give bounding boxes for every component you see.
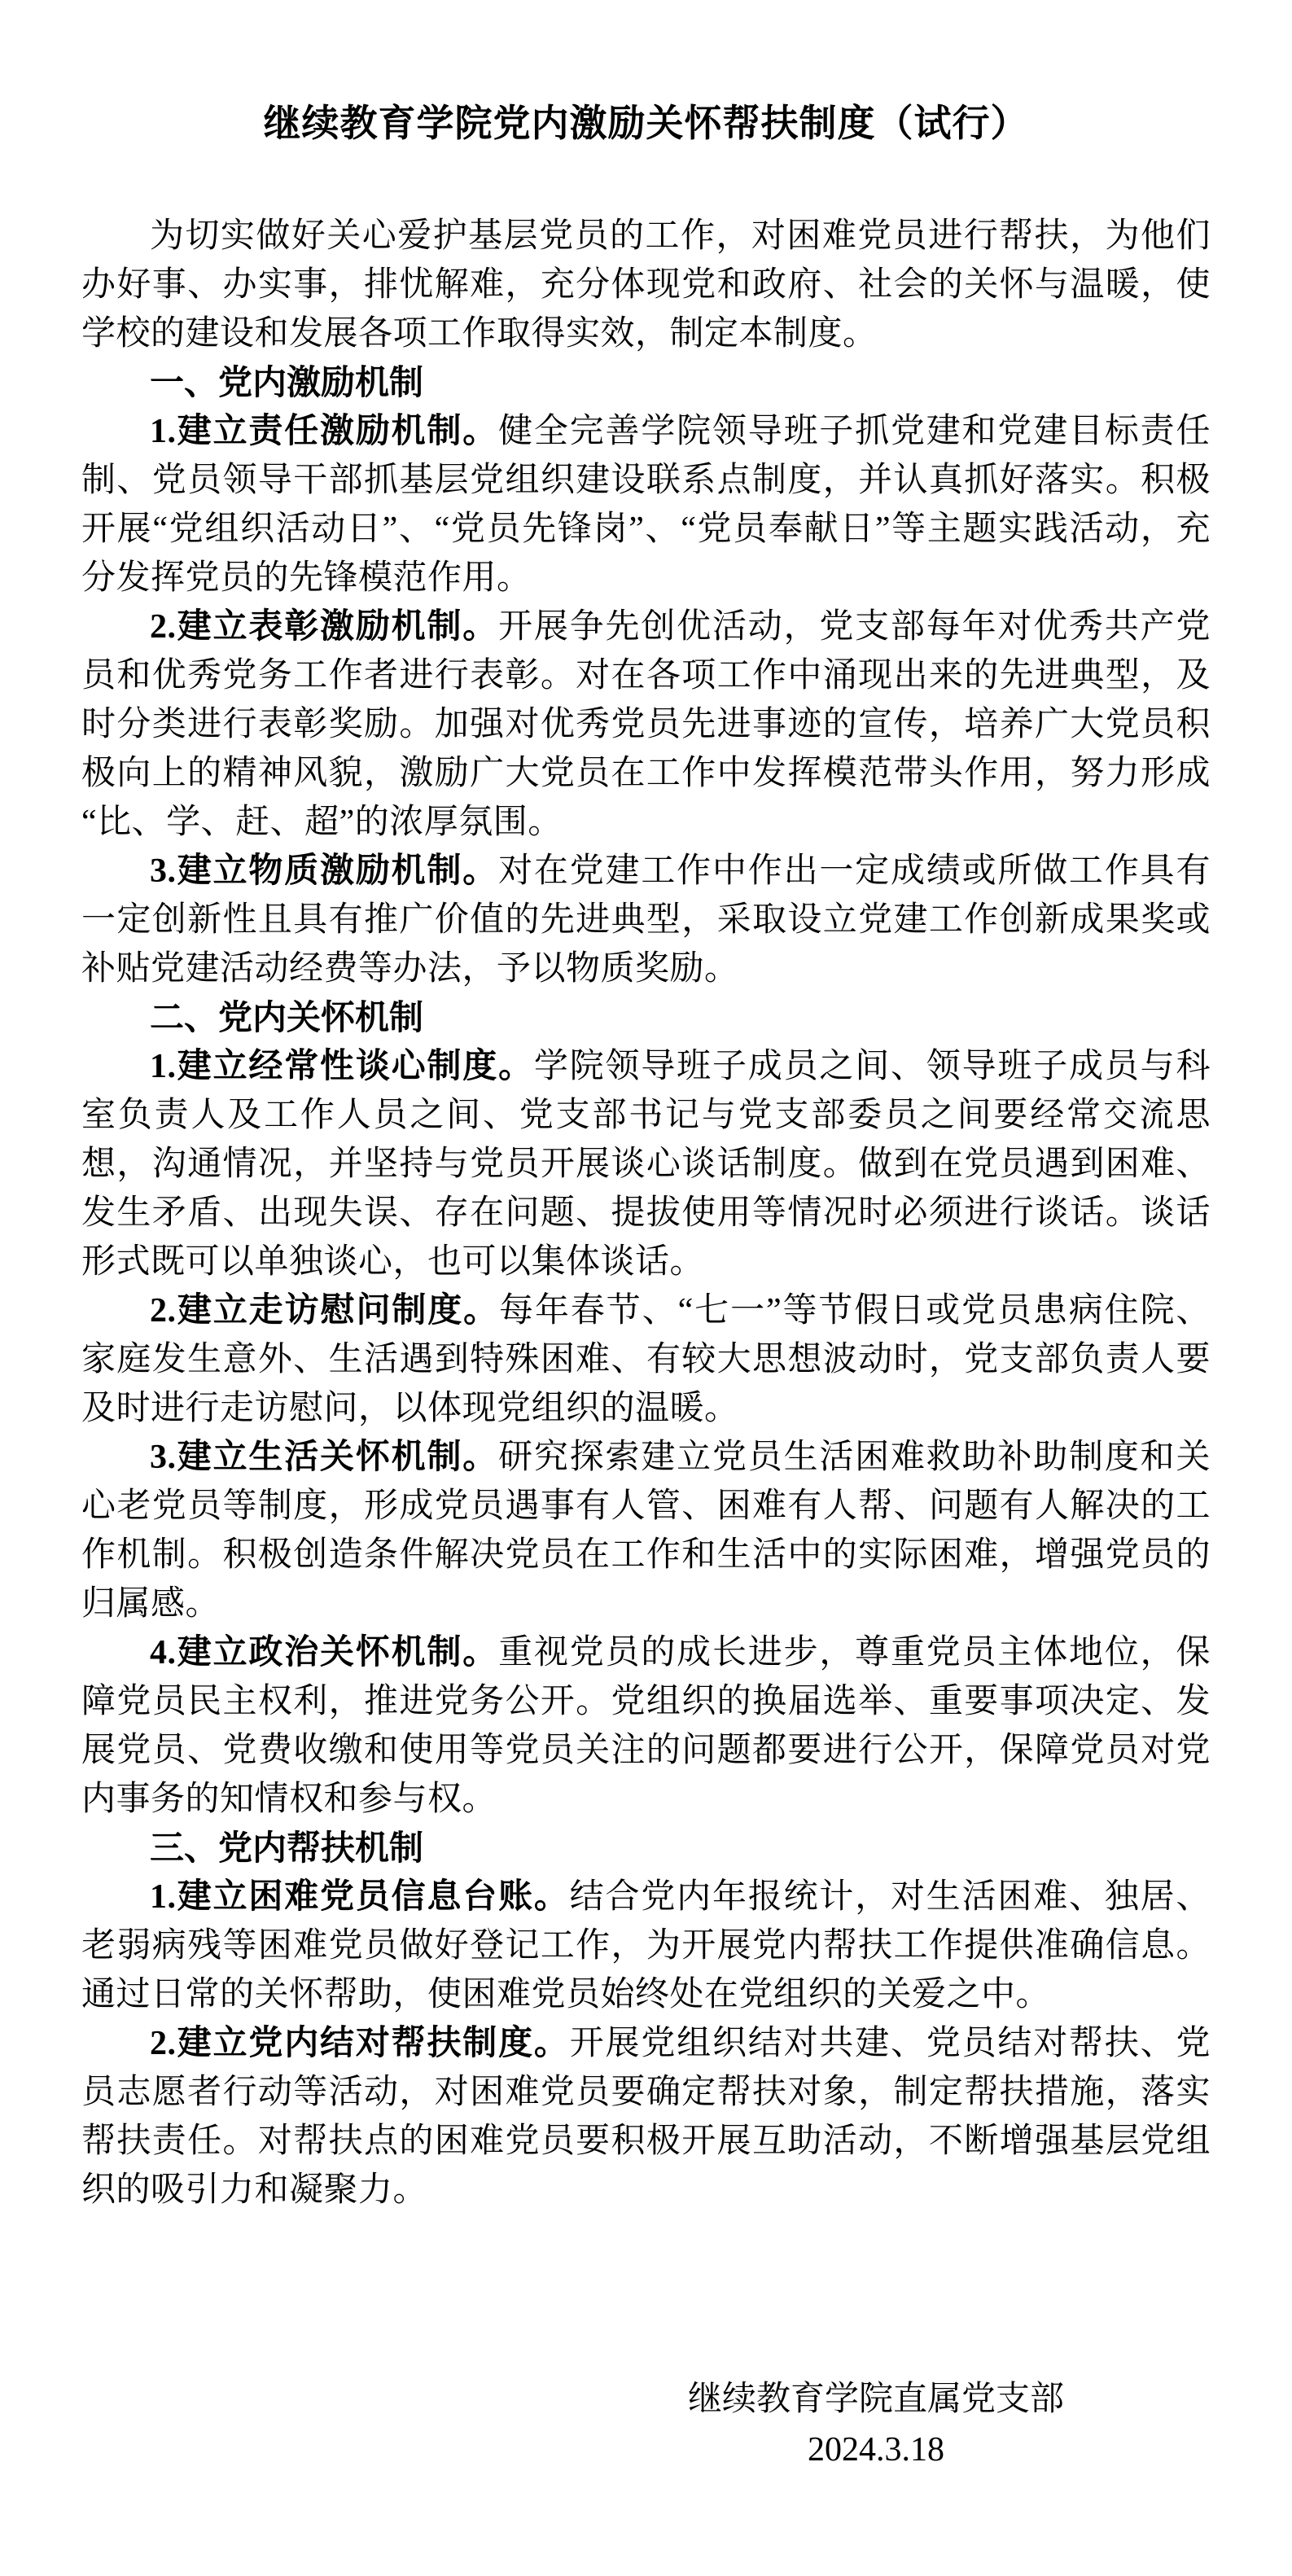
section-heading-assistance: 三、党内帮扶机制 — [150, 1829, 424, 1867]
item-text: 开展争先创优活动，党支部每年对优秀共产党员和优秀党务工作者进行表彰。对在各项工作中涌现出来的先进典型，及时分类进行表彰奖励。加强对优秀党员先进事迹的宣传，培养广大党员积极向上的精神风貌，激励广大党员在工作中发挥模范带头作用，努力形成“比、学、赶、超”的浓厚氛围。 — [81, 608, 1211, 841]
signature-block — [688, 2374, 1064, 2475]
item-paragraph — [81, 1433, 1211, 1628]
item-lead: 4.建立政治关怀机制。 — [150, 1634, 499, 1671]
item-paragraph — [81, 1628, 1211, 1824]
item-lead: 2.建立走访慰问制度。 — [150, 1292, 500, 1330]
signature-name: 继续教育学院直属党支部 — [687, 2381, 1064, 2418]
item-paragraph — [81, 1873, 1211, 2019]
item-text: 研究探索建立党员生活困难救助补助制度和关心老党员等制度，形成党员遇事有人管、困难有人帮、问题有人解决的工作机制。积极创造条件解决党员在工作和生活中的实际困难，增强党员的归属感。 — [81, 1439, 1211, 1623]
item-text: 学院领导班子成员之间、领导班子成员与科室负责人及工作人员之间、党支部书记与党支部委员之间要经常交流思想，沟通情况，并坚持与党员开展谈心谈话制度。做到在党员遇到困难、发生矛盾、出现失误、存在问题、提拔使用等情况时必须进行谈话。谈话形式既可以单独谈心，也可以集体谈话。 — [81, 1048, 1211, 1281]
item-text: 开展党组织结对共建、党员结对帮扶、党员志愿者行动等活动，对困难党员要确定帮扶对象，制定帮扶措施，落实帮扶责任。对帮扶点的困难党员要积极开展互助活动，不断增强基层党组织的吸引力和凝聚力。 — [81, 2025, 1211, 2209]
item-text: 对在党建工作中作出一定成绩或所做工作具有一定创新性且具有推广价值的先进典型，采取设立党建工作创新成果奖或补贴党建活动经费等办法，予以物质奖励。 — [81, 852, 1211, 988]
item-lead: 3.建立生活关怀机制。 — [150, 1439, 499, 1476]
item-text: 健全完善学院领导班子抓党建和党建目标责任制、党员领导干部抓基层党组织建设联系点制度，并认真抓好落实。积极开展“党组织活动日”、“党员先锋岗”、“党员奉献日”等主题实践活动，充分发挥党员的先锋模范作用。 — [81, 413, 1211, 597]
item-lead: 1.建立困难党员信息台账。 — [150, 1878, 570, 1916]
item-paragraph — [81, 2019, 1211, 2215]
item-paragraph — [81, 1286, 1211, 1433]
item-text: 每年春节、“七一”等节假日或党员患病住院、家庭发生意外、生活遇到特殊困难、有较大思想波动时，党支部负责人要及时进行走访慰问，以体现党组织的温暖。 — [81, 1292, 1211, 1427]
signature-date: 2024.3.18 — [807, 2431, 944, 2469]
item-paragraph — [81, 1042, 1211, 1286]
item-text: 结合党内年报统计，对生活困难、独居、老弱病残等困难党员做好登记工作，为开展党内帮扶工作提供准确信息。通过日常的关怀帮助，使困难党员始终处在党组织的关爱之中。 — [81, 1878, 1211, 2013]
section-heading-incentive: 一、党内激励机制 — [150, 363, 424, 401]
item-lead: 2.建立党内结对帮扶制度。 — [150, 2025, 570, 2062]
item-lead: 3.建立物质激励机制。 — [150, 852, 499, 890]
item-lead: 1.建立责任激励机制。 — [150, 413, 499, 450]
item-paragraph — [81, 602, 1211, 847]
item-text: 重视党员的成长进步，尊重党员主体地位，保障党员民主权利，推进党务公开。党组织的换届选举、重要事项决定、发展党员、党费收缴和使用等党员关注的问题都要进行公开，保障党员对党内事务的知情权和参与权。 — [81, 1634, 1211, 1818]
section-heading-care: 二、党内关怀机制 — [150, 998, 424, 1036]
item-paragraph — [81, 847, 1211, 993]
item-lead: 1.建立经常性谈心制度。 — [150, 1048, 534, 1085]
intro-paragraph: 为切实做好关心爱护基层党员的工作，对困难党员进行帮扶，为他们办好事、办实事，排忧解难，充分体现党和政府、社会的关怀与温暖，使学校的建设和发展各项工作取得实效，制定本制度。 — [81, 217, 1211, 353]
document-title: 继续教育学院党内激励关怀帮扶制度（试行） — [263, 102, 1029, 144]
item-paragraph — [81, 407, 1211, 602]
item-lead: 2.建立表彰激励机制。 — [150, 608, 499, 646]
